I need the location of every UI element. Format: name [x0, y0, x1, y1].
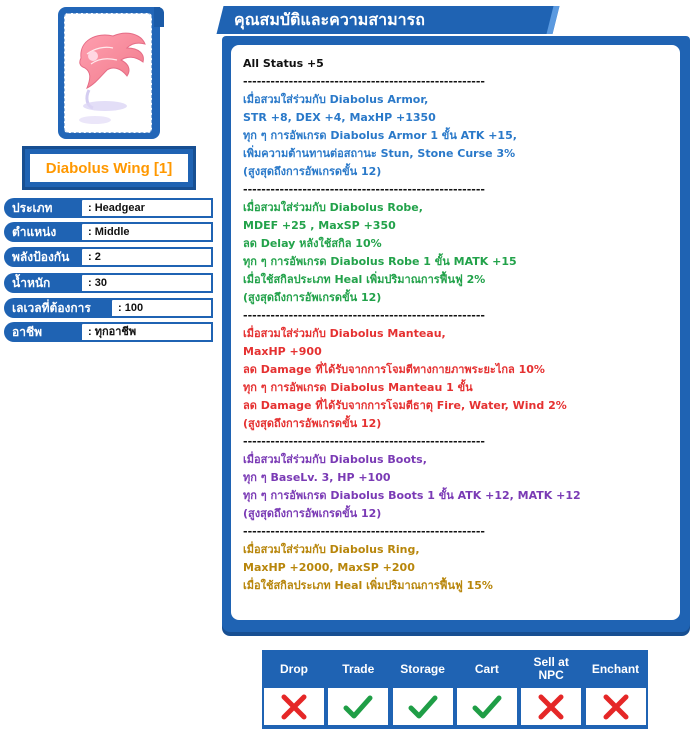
stat-row-position — [4, 222, 213, 242]
item-name: Diabolus Wing [1] — [45, 159, 173, 177]
description-line: ทุก ๆ การอัพเกรด Diabolus Robe 1 ขั้น MATK +15 — [243, 255, 517, 268]
stat-value: : Headgear — [80, 198, 213, 218]
description-panel — [222, 36, 690, 632]
check-icon — [328, 688, 388, 725]
description-line: ----------------------------------------------------- — [243, 183, 485, 196]
description-line: ทุก ๆ การอัพเกรด Diabolus Manteau 1 ขั้น — [243, 381, 473, 394]
stat-value: : 30 — [80, 273, 213, 293]
description-line: เมื่อใช้สกิลประเภท Heal เพิ่มปริมาณการฟื้นฟู 2% — [243, 273, 486, 286]
description-line: MDEF +25 , MaxSP +350 — [243, 219, 396, 232]
description-line: MaxHP +900 — [243, 345, 322, 358]
description-line: เมื่อใช้สกิลประเภท Heal เพิ่มปริมาณการฟื้นฟู 15% — [243, 579, 493, 592]
description-line: ----------------------------------------------------- — [243, 435, 485, 448]
description-line: เมื่อสวมใส่ร่วมกับ Diabolus Boots, — [243, 453, 427, 466]
cross-icon — [586, 688, 646, 725]
card-tab — [154, 7, 164, 27]
description-line: (สูงสุดถึงการอัพเกรดขั้น 12) — [243, 507, 382, 520]
item-card — [58, 7, 160, 139]
check-icon — [457, 688, 517, 725]
stat-value: : ทุกอาชีพ — [80, 322, 213, 342]
stat-label: น้ำหนัก — [4, 273, 84, 293]
description-line: All Status +5 — [243, 57, 324, 70]
description-body — [231, 45, 680, 620]
description-line: ลด Delay หลังใช้สกิล 10% — [243, 237, 382, 250]
trade-restriction-table — [262, 650, 648, 729]
description-line: เมื่อสวมใส่ร่วมกับ Diabolus Manteau, — [243, 327, 446, 340]
pink-wing-icon — [65, 14, 151, 132]
stat-label: ประเภท — [4, 198, 84, 218]
description-line: STR +8, DEX +4, MaxHP +1350 — [243, 111, 436, 124]
trade-header: Enchant — [591, 661, 640, 676]
item-name-box — [22, 146, 196, 190]
description-line: เพิ่มความต้านทานต่อสถานะ Stun, Stone Curse 3% — [243, 147, 516, 160]
stat-value: : Middle — [80, 222, 213, 242]
description-line: ----------------------------------------------------- — [243, 525, 485, 538]
description-line: ลด Damage ที่ได้รับจากการโจมตีธาตุ Fire, Water, Wind 2% — [243, 399, 567, 412]
trade-header: Cart — [474, 661, 499, 676]
description-line: ทุก ๆ การอัพเกรด Diabolus Boots 1 ขั้น ATK +12, MATK +12 — [243, 489, 581, 502]
stat-label: อาชีพ — [4, 322, 84, 342]
description-line: (สูงสุดถึงการอัพเกรดขั้น 12) — [243, 417, 382, 430]
stat-row-type — [4, 198, 213, 218]
description-line: ----------------------------------------------------- — [243, 309, 485, 322]
cross-icon — [264, 688, 324, 725]
stat-row-required-level — [4, 298, 213, 318]
panel-title: คุณสมบัติและความสามารถ — [234, 10, 425, 29]
item-image — [64, 13, 152, 133]
description-text — [243, 55, 673, 595]
description-line: เมื่อสวมใส่ร่วมกับ Diabolus Robe, — [243, 201, 423, 214]
stat-row-defense — [4, 247, 213, 267]
trade-header: Drop — [280, 661, 308, 676]
description-line: ลด Damage ที่ได้รับจากการโจมตีทางกายภาพระยะไกล 10% — [243, 363, 545, 376]
description-line: ทุก ๆ BaseLv. 3, HP +100 — [243, 471, 391, 484]
description-line: เมื่อสวมใส่ร่วมกับ Diabolus Armor, — [243, 93, 429, 106]
description-line: (สูงสุดถึงการอัพเกรดขั้น 12) — [243, 291, 382, 304]
description-line: เมื่อสวมใส่ร่วมกับ Diabolus Ring, — [243, 543, 420, 556]
trade-header: Sell at NPC — [533, 655, 569, 682]
stat-value: : 100 — [110, 298, 213, 318]
check-icon — [393, 688, 453, 725]
stat-value: : 2 — [80, 247, 213, 267]
cross-icon — [521, 688, 581, 725]
stat-row-job — [4, 322, 213, 342]
stat-row-weight — [4, 273, 213, 293]
stat-label: พลังป้องกัน — [4, 247, 84, 267]
stat-label: ตำแหน่ง — [4, 222, 84, 242]
description-line: ----------------------------------------------------- — [243, 75, 485, 88]
description-line: (สูงสุดถึงการอัพเกรดขั้น 12) — [243, 165, 382, 178]
description-line: MaxHP +2000, MaxSP +200 — [243, 561, 415, 574]
trade-header: Trade — [342, 661, 375, 676]
trade-header: Storage — [400, 661, 445, 676]
stat-label: เลเวลที่ต้องการ — [4, 298, 116, 318]
description-line: ทุก ๆ การอัพเกรด Diabolus Armor 1 ขั้น ATK +15, — [243, 129, 517, 142]
